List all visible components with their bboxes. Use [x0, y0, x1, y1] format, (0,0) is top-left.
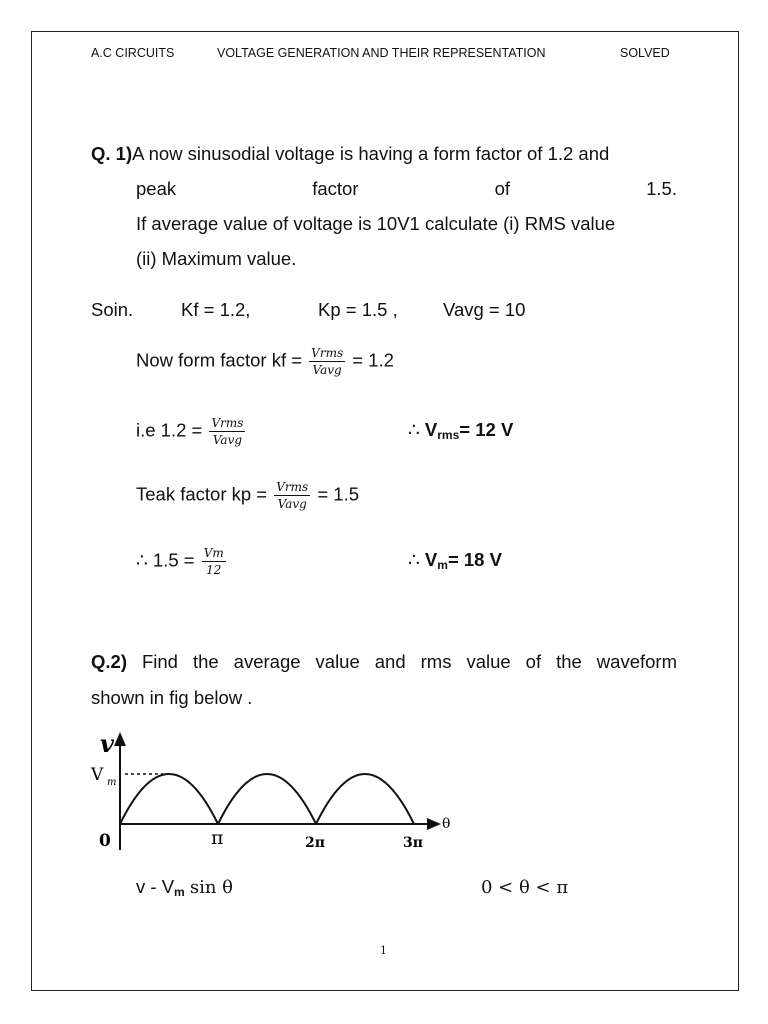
q1-line3: If average value of voltage is 10V1 calculate (i) RMS value [136, 213, 616, 234]
header-center: VOLTAGE GENERATION AND THEIR REPRESENTATION [217, 46, 546, 60]
step4-result-sub: m [437, 558, 448, 572]
step2-numerator: Vrms [211, 416, 244, 430]
step2-result-v: V [424, 419, 438, 440]
origin-label: 0 [99, 831, 111, 851]
step2-result [408, 418, 513, 447]
step3-fraction [274, 480, 310, 511]
q1-word-peak: peak [136, 178, 177, 199]
step1-fraction [309, 346, 345, 377]
step1-equation [136, 346, 394, 377]
step4-numerator: Vm [203, 546, 224, 560]
q1-line4: (ii) Maximum value. [136, 248, 297, 269]
step2-fraction [209, 416, 245, 447]
vm-label-sub: m [107, 777, 117, 788]
q2-line1 [91, 650, 677, 674]
tick-label-2pi: 2π [305, 835, 325, 851]
step4-prefix: ∴ 1.5 = [136, 549, 195, 571]
range-text: 0 < θ < π [481, 877, 569, 898]
step3-denominator: Vavg [277, 497, 307, 511]
given-kp: Kp = 1.5 , [318, 299, 398, 320]
q1-text-line1: A now sinusodial voltage is having a form factor of 1.2 and [132, 143, 610, 164]
step2-prefix: i.e 1.2 = [136, 419, 203, 441]
step3-equation [136, 480, 359, 511]
step4-equation [136, 546, 228, 577]
step4-result-value: = 18 V [447, 549, 502, 570]
solution-label: Soin. [91, 299, 134, 320]
tick-label-pi: π [211, 827, 224, 849]
page-number: 1 [380, 944, 387, 957]
step1-suffix: = 1.2 [352, 349, 394, 371]
y-axis-arrow [114, 732, 126, 746]
given-vavg: Vavg = 10 [443, 299, 526, 320]
waveform-equation [136, 875, 233, 904]
tick-label-3pi: 3π [403, 835, 423, 851]
y-axis-label: v [100, 729, 114, 758]
step4-result [408, 548, 502, 577]
step2-result-value: = 12 V [459, 419, 514, 440]
equation-rest: sin θ [189, 877, 233, 898]
q1-line1 [91, 142, 609, 166]
step2-equation [136, 416, 247, 447]
rectified-sine-figure [85, 728, 455, 852]
step1-numerator: Vrms [311, 346, 344, 360]
waveform-hump-3 [316, 774, 414, 824]
q2-line2: shown in fig below . [91, 687, 253, 708]
vm-label: V [91, 765, 104, 785]
step4-fraction [202, 546, 226, 577]
header-right: SOLVED [620, 46, 670, 60]
x-axis-arrow [427, 818, 441, 830]
q1-line2 [136, 177, 677, 201]
step4-result-v: V [424, 549, 438, 570]
step2-result-sub: rms [437, 428, 460, 442]
step1-prefix: Now form factor kf = [136, 349, 303, 371]
step3-prefix: Teak factor kp = [136, 483, 268, 505]
q1-word-value: 1.5. [646, 178, 677, 199]
step4-denominator: 12 [206, 563, 222, 577]
given-kf: Kf = 1.2, [181, 299, 251, 320]
equation-sub: m [174, 885, 185, 899]
x-axis-label: θ [442, 816, 451, 832]
waveform-range [481, 875, 568, 900]
q1-word-of: of [494, 178, 511, 199]
waveform-hump-1 [120, 774, 218, 824]
therefore-symbol: ∴ [408, 419, 420, 440]
q2-text-line1: Find the average value and rms value of the waveform [141, 651, 677, 672]
therefore-symbol: ∴ [408, 549, 420, 570]
step3-suffix: = 1.5 [317, 483, 360, 505]
q2-label: Q.2) [91, 651, 127, 672]
waveform-hump-2 [218, 774, 316, 824]
equation-v: v - V [136, 876, 175, 897]
header-left: A.C CIRCUITS [91, 46, 175, 60]
step3-numerator: Vrms [276, 480, 309, 494]
q1-label: Q. 1) [91, 143, 133, 164]
step1-denominator: Vavg [312, 363, 342, 377]
q1-word-factor: factor [312, 178, 359, 199]
step2-denominator: Vavg [212, 433, 243, 447]
